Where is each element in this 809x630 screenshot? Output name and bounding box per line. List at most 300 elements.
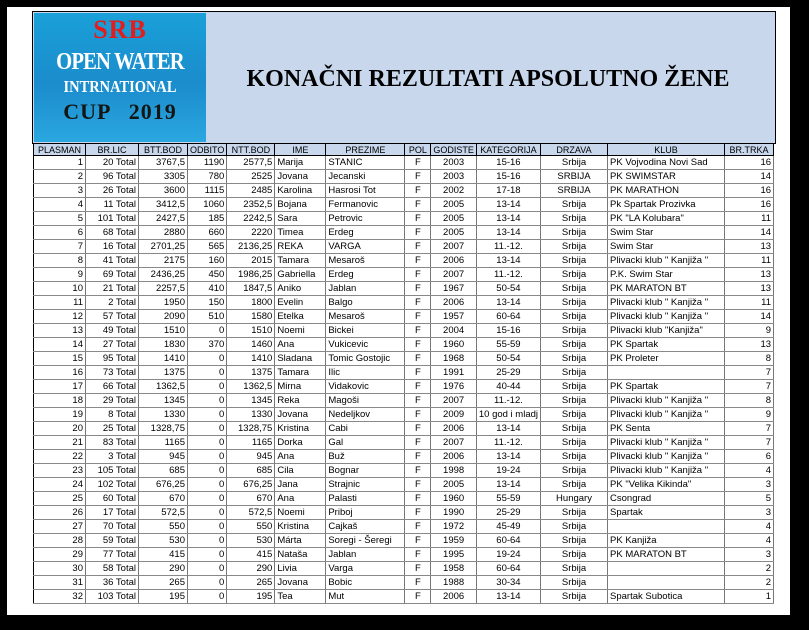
- cell-drzava: Srbija: [541, 212, 608, 226]
- cell-br-lic: 17 Total: [86, 506, 139, 520]
- cell-btt-bod: 1328,75: [139, 422, 188, 436]
- cell-odbito: 780: [188, 170, 227, 184]
- cell-btt-bod: 3600: [139, 184, 188, 198]
- cell-ntt-bod: 1328,75: [227, 422, 275, 436]
- cell-ime: Jovana: [275, 408, 326, 422]
- cell-btt-bod: 1362,5: [139, 380, 188, 394]
- cell-ime: Ana: [275, 450, 326, 464]
- cell-odbito: 160: [188, 254, 227, 268]
- cell-br-trka: 4: [725, 520, 774, 534]
- cell-prezime: Jecanski: [326, 170, 405, 184]
- table-row: [34, 198, 774, 212]
- cell-prezime: Balgo: [326, 296, 405, 310]
- cell-prezime: Petrovic: [326, 212, 405, 226]
- cell-odbito: 0: [188, 394, 227, 408]
- cell-plasman: 11: [34, 296, 86, 310]
- cell-kategorija: 15-16: [476, 156, 540, 170]
- cell-pol: F: [405, 520, 431, 534]
- cell-kategorija: 55-59: [476, 338, 540, 352]
- page-title: KONAČNI REZULTATI APSOLUTNO ŽENE: [246, 66, 730, 92]
- cell-klub: Swim Star: [608, 240, 725, 254]
- cell-drzava: Srbija: [541, 254, 608, 268]
- cell-br-lic: 41 Total: [86, 254, 139, 268]
- cell-prezime: Bobic: [326, 576, 405, 590]
- cell-drzava: Srbija: [541, 548, 608, 562]
- cell-godiste: 2005: [431, 212, 477, 226]
- cell-pol: F: [405, 198, 431, 212]
- cell-godiste: 2004: [431, 324, 477, 338]
- cell-br-lic: 21 Total: [86, 282, 139, 296]
- cell-ntt-bod: 265: [227, 576, 275, 590]
- cell-kategorija: 11.-12.: [476, 240, 540, 254]
- cell-br-lic: 58 Total: [86, 562, 139, 576]
- cell-pol: F: [405, 478, 431, 492]
- logo-line-2: OPEN WATER: [56, 49, 184, 75]
- cell-br-lic: 95 Total: [86, 352, 139, 366]
- cell-kategorija: 11.-12.: [476, 436, 540, 450]
- cell-godiste: 1991: [431, 366, 477, 380]
- cell-klub: Plivacki klub " Kanjiža ": [608, 394, 725, 408]
- cell-plasman: 25: [34, 492, 86, 506]
- cell-godiste: 1990: [431, 506, 477, 520]
- cell-ime: Kristina: [275, 422, 326, 436]
- cell-btt-bod: 530: [139, 534, 188, 548]
- cell-br-lic: 2 Total: [86, 296, 139, 310]
- cell-kategorija: 10 god i mladj: [476, 408, 540, 422]
- cell-br-trka: 2: [725, 562, 774, 576]
- table-row: [34, 576, 774, 590]
- cell-ntt-bod: 2485: [227, 184, 275, 198]
- cell-odbito: 1060: [188, 198, 227, 212]
- cell-kategorija: 60-64: [476, 310, 540, 324]
- column-header-ime: IME: [275, 144, 326, 156]
- cell-odbito: 0: [188, 422, 227, 436]
- cell-odbito: 450: [188, 268, 227, 282]
- cell-prezime: Jablan: [326, 548, 405, 562]
- table-row: [34, 212, 774, 226]
- table-row: [34, 282, 774, 296]
- cell-klub: PK Spartak: [608, 338, 725, 352]
- column-header-br-trka: BR.TRKA: [725, 144, 774, 156]
- cell-pol: F: [405, 212, 431, 226]
- cell-kategorija: 11.-12.: [476, 394, 540, 408]
- cell-ime: Mirna: [275, 380, 326, 394]
- cell-klub: [608, 562, 725, 576]
- cell-br-lic: 11 Total: [86, 198, 139, 212]
- cell-plasman: 16: [34, 366, 86, 380]
- cell-ntt-bod: 415: [227, 548, 275, 562]
- cell-ime: Evelin: [275, 296, 326, 310]
- cell-ntt-bod: 945: [227, 450, 275, 464]
- cell-btt-bod: 2880: [139, 226, 188, 240]
- table-row: [34, 590, 774, 604]
- cell-plasman: 31: [34, 576, 86, 590]
- cell-prezime: STANIC: [326, 156, 405, 170]
- cell-prezime: Cabi: [326, 422, 405, 436]
- cell-drzava: Srbija: [541, 506, 608, 520]
- cell-btt-bod: 676,25: [139, 478, 188, 492]
- cell-klub: PK "LA Kolubara": [608, 212, 725, 226]
- cell-odbito: 0: [188, 520, 227, 534]
- table-row: [34, 268, 774, 282]
- cell-pol: F: [405, 254, 431, 268]
- cell-godiste: 2007: [431, 268, 477, 282]
- cell-prezime: Mesaroš: [326, 310, 405, 324]
- cell-plasman: 27: [34, 520, 86, 534]
- cell-pol: F: [405, 324, 431, 338]
- cell-godiste: 2007: [431, 240, 477, 254]
- cell-odbito: 1115: [188, 184, 227, 198]
- cell-pol: F: [405, 170, 431, 184]
- cell-br-lic: 96 Total: [86, 170, 139, 184]
- cell-odbito: 0: [188, 408, 227, 422]
- cell-godiste: 1960: [431, 338, 477, 352]
- cell-pol: F: [405, 226, 431, 240]
- cell-ntt-bod: 685: [227, 464, 275, 478]
- cell-godiste: 2006: [431, 296, 477, 310]
- cell-godiste: 1960: [431, 492, 477, 506]
- cell-br-trka: 1: [725, 590, 774, 604]
- cell-ime: Livia: [275, 562, 326, 576]
- cell-godiste: 2006: [431, 450, 477, 464]
- cell-godiste: 2005: [431, 198, 477, 212]
- cell-br-trka: 16: [725, 156, 774, 170]
- cell-pol: F: [405, 156, 431, 170]
- cell-plasman: 20: [34, 422, 86, 436]
- cell-ntt-bod: 676,25: [227, 478, 275, 492]
- cell-br-trka: 5: [725, 492, 774, 506]
- cell-kategorija: 15-16: [476, 170, 540, 184]
- cell-godiste: 2007: [431, 394, 477, 408]
- cell-kategorija: 13-14: [476, 212, 540, 226]
- cell-drzava: Srbija: [541, 562, 608, 576]
- table-row: [34, 562, 774, 576]
- cell-prezime: Vukicevic: [326, 338, 405, 352]
- cell-btt-bod: 415: [139, 548, 188, 562]
- cell-prezime: Jablan: [326, 282, 405, 296]
- table-row: [34, 352, 774, 366]
- cell-kategorija: 19-24: [476, 548, 540, 562]
- cell-ntt-bod: 572,5: [227, 506, 275, 520]
- cell-godiste: 2002: [431, 184, 477, 198]
- cell-br-trka: 11: [725, 296, 774, 310]
- cell-ntt-bod: 2577,5: [227, 156, 275, 170]
- cell-drzava: Srbija: [541, 366, 608, 380]
- cell-klub: PK "Velika Kikinda": [608, 478, 725, 492]
- cell-odbito: 660: [188, 226, 227, 240]
- cell-drzava: Hungary: [541, 492, 608, 506]
- cell-prezime: Cajkaš: [326, 520, 405, 534]
- cell-odbito: 0: [188, 562, 227, 576]
- cell-drzava: Srbija: [541, 534, 608, 548]
- cell-ntt-bod: 290: [227, 562, 275, 576]
- cell-plasman: 1: [34, 156, 86, 170]
- cell-pol: F: [405, 380, 431, 394]
- cell-plasman: 3: [34, 184, 86, 198]
- cell-pol: F: [405, 576, 431, 590]
- cell-klub: PK Spartak: [608, 380, 725, 394]
- cell-br-trka: 7: [725, 366, 774, 380]
- cell-btt-bod: 572,5: [139, 506, 188, 520]
- cell-pol: F: [405, 352, 431, 366]
- cell-godiste: 2003: [431, 156, 477, 170]
- table-row: [34, 534, 774, 548]
- cell-prezime: Bognar: [326, 464, 405, 478]
- cell-klub: [608, 576, 725, 590]
- cell-drzava: Srbija: [541, 590, 608, 604]
- column-header-klub: KLUB: [608, 144, 725, 156]
- cell-ntt-bod: 2015: [227, 254, 275, 268]
- cell-btt-bod: 2257,5: [139, 282, 188, 296]
- cell-plasman: 5: [34, 212, 86, 226]
- cell-odbito: 0: [188, 478, 227, 492]
- cell-drzava: Srbija: [541, 296, 608, 310]
- cell-prezime: Soregi - Šeregi: [326, 534, 405, 548]
- cell-br-lic: 70 Total: [86, 520, 139, 534]
- cell-klub: Plivacki klub " Kanjiža ": [608, 436, 725, 450]
- column-header-plasman: PLASMAN: [34, 144, 86, 156]
- cell-ntt-bod: 1375: [227, 366, 275, 380]
- cell-godiste: 2006: [431, 422, 477, 436]
- logo-line-4: CUP 2019: [63, 99, 177, 124]
- cell-pol: F: [405, 240, 431, 254]
- cell-ime: Aniko: [275, 282, 326, 296]
- cell-plasman: 18: [34, 394, 86, 408]
- cell-br-trka: 16: [725, 184, 774, 198]
- column-header-ntt-bod: NTT.BOD: [227, 144, 275, 156]
- cell-godiste: 1967: [431, 282, 477, 296]
- cell-br-trka: 8: [725, 352, 774, 366]
- cell-ime: Noemi: [275, 324, 326, 338]
- cell-br-trka: 11: [725, 254, 774, 268]
- cell-drzava: Srbija: [541, 576, 608, 590]
- cell-br-trka: 14: [725, 170, 774, 184]
- table-row: [34, 380, 774, 394]
- table-row: [34, 296, 774, 310]
- table-row: [34, 478, 774, 492]
- cell-klub: PK Senta: [608, 422, 725, 436]
- cell-kategorija: 50-54: [476, 282, 540, 296]
- cell-drzava: Srbija: [541, 478, 608, 492]
- cell-pol: F: [405, 338, 431, 352]
- cell-plasman: 14: [34, 338, 86, 352]
- cell-drzava: Srbija: [541, 156, 608, 170]
- cell-pol: F: [405, 436, 431, 450]
- cell-ntt-bod: 2136,25: [227, 240, 275, 254]
- cell-godiste: 2009: [431, 408, 477, 422]
- cell-br-trka: 4: [725, 464, 774, 478]
- cell-kategorija: 50-54: [476, 352, 540, 366]
- cell-kategorija: 40-44: [476, 380, 540, 394]
- cell-btt-bod: 1375: [139, 366, 188, 380]
- cell-kategorija: 25-29: [476, 506, 540, 520]
- cell-ime: Tamara: [275, 254, 326, 268]
- cell-pol: F: [405, 492, 431, 506]
- table-row: [34, 324, 774, 338]
- cell-ntt-bod: 1362,5: [227, 380, 275, 394]
- cell-ntt-bod: 1580: [227, 310, 275, 324]
- cell-klub: PK SWIMSTAR: [608, 170, 725, 184]
- cell-ime: Cila: [275, 464, 326, 478]
- cell-btt-bod: 550: [139, 520, 188, 534]
- cell-klub: PK Kanjiža: [608, 534, 725, 548]
- cell-kategorija: 13-14: [476, 422, 540, 436]
- table-row: [34, 156, 774, 170]
- cell-pol: F: [405, 394, 431, 408]
- cell-plasman: 6: [34, 226, 86, 240]
- table-row: [34, 254, 774, 268]
- cell-godiste: 2007: [431, 436, 477, 450]
- cell-odbito: 0: [188, 492, 227, 506]
- cell-kategorija: 13-14: [476, 226, 540, 240]
- cell-plasman: 10: [34, 282, 86, 296]
- cell-pol: F: [405, 184, 431, 198]
- cell-br-trka: 16: [725, 198, 774, 212]
- cell-plasman: 8: [34, 254, 86, 268]
- table-row: [34, 464, 774, 478]
- cell-drzava: Srbija: [541, 282, 608, 296]
- table-row: [34, 184, 774, 198]
- cell-drzava: Srbija: [541, 436, 608, 450]
- cell-klub: Plivacki klub " Kanjiža ": [608, 254, 725, 268]
- cell-br-lic: 105 Total: [86, 464, 139, 478]
- cell-klub: Csongrad: [608, 492, 725, 506]
- cell-ime: Gabriella: [275, 268, 326, 282]
- table-row: [34, 338, 774, 352]
- cell-kategorija: 13-14: [476, 198, 540, 212]
- cell-br-trka: 13: [725, 240, 774, 254]
- column-header-prezime: PREZIME: [326, 144, 405, 156]
- cell-kategorija: 13-14: [476, 590, 540, 604]
- column-header-godiste: GODISTE: [431, 144, 477, 156]
- table-row: [34, 366, 774, 380]
- cell-godiste: 1995: [431, 548, 477, 562]
- cell-klub: Plivacki klub " Kanjiža ": [608, 464, 725, 478]
- cell-godiste: 1972: [431, 520, 477, 534]
- cell-br-lic: 73 Total: [86, 366, 139, 380]
- cell-ntt-bod: 1847,5: [227, 282, 275, 296]
- cell-br-trka: 2: [725, 576, 774, 590]
- cell-br-trka: 3: [725, 548, 774, 562]
- table-row: [34, 310, 774, 324]
- cell-ime: Noemi: [275, 506, 326, 520]
- cell-klub: Spartak Subotica: [608, 590, 725, 604]
- cell-ime: Ana: [275, 338, 326, 352]
- cell-br-trka: 13: [725, 268, 774, 282]
- cell-br-trka: 13: [725, 282, 774, 296]
- cell-ntt-bod: 670: [227, 492, 275, 506]
- cell-drzava: Srbija: [541, 422, 608, 436]
- cell-br-trka: 8: [725, 394, 774, 408]
- cell-pol: F: [405, 548, 431, 562]
- cell-prezime: VARGA: [326, 240, 405, 254]
- cell-kategorija: 15-16: [476, 324, 540, 338]
- cell-br-lic: 103 Total: [86, 590, 139, 604]
- cell-btt-bod: 290: [139, 562, 188, 576]
- cell-odbito: 0: [188, 590, 227, 604]
- cell-ime: Tea: [275, 590, 326, 604]
- cell-klub: Plivacki klub " Kanjiža ": [608, 408, 725, 422]
- cell-plasman: 7: [34, 240, 86, 254]
- table-row: [34, 436, 774, 450]
- cell-plasman: 32: [34, 590, 86, 604]
- cell-godiste: 2005: [431, 226, 477, 240]
- cell-btt-bod: 1950: [139, 296, 188, 310]
- header-row: [34, 144, 774, 156]
- cell-drzava: Srbija: [541, 338, 608, 352]
- cell-kategorija: 60-64: [476, 562, 540, 576]
- cell-br-trka: 9: [725, 324, 774, 338]
- cell-drzava: Srbija: [541, 394, 608, 408]
- cell-ntt-bod: 2220: [227, 226, 275, 240]
- column-header-pol: POL: [405, 144, 431, 156]
- cell-ntt-bod: 1345: [227, 394, 275, 408]
- cell-pol: F: [405, 506, 431, 520]
- cell-ime: Jana: [275, 478, 326, 492]
- cell-pol: F: [405, 408, 431, 422]
- cell-prezime: Nedeljkov: [326, 408, 405, 422]
- cell-ntt-bod: 1800: [227, 296, 275, 310]
- cell-br-lic: 3 Total: [86, 450, 139, 464]
- cell-kategorija: 60-64: [476, 534, 540, 548]
- cell-drzava: Srbija: [541, 380, 608, 394]
- cell-pol: F: [405, 450, 431, 464]
- cell-prezime: Erdeg: [326, 268, 405, 282]
- cell-odbito: 0: [188, 450, 227, 464]
- cell-klub: Spartak: [608, 506, 725, 520]
- cell-kategorija: 17-18: [476, 184, 540, 198]
- cell-ntt-bod: 1410: [227, 352, 275, 366]
- cell-ntt-bod: 530: [227, 534, 275, 548]
- cell-prezime: Buž: [326, 450, 405, 464]
- cell-plasman: 2: [34, 170, 86, 184]
- cell-prezime: Hasrosi Tot: [326, 184, 405, 198]
- cell-ime: Ana: [275, 492, 326, 506]
- table-row: [34, 548, 774, 562]
- cell-br-trka: 3: [725, 506, 774, 520]
- cell-kategorija: 13-14: [476, 478, 540, 492]
- cell-btt-bod: 2175: [139, 254, 188, 268]
- cell-br-trka: 7: [725, 436, 774, 450]
- cell-ime: Sara: [275, 212, 326, 226]
- cell-klub: [608, 366, 725, 380]
- cell-plasman: 30: [34, 562, 86, 576]
- cell-godiste: 1998: [431, 464, 477, 478]
- cell-br-lic: 20 Total: [86, 156, 139, 170]
- cell-klub: Plivacki klub "Kanjiža": [608, 324, 725, 338]
- cell-klub: Plivacki klub " Kanjiža ": [608, 296, 725, 310]
- cell-br-lic: 49 Total: [86, 324, 139, 338]
- cell-ime: Marija: [275, 156, 326, 170]
- cell-br-trka: 7: [725, 422, 774, 436]
- cell-prezime: Gal: [326, 436, 405, 450]
- cell-klub: PK MARATHON: [608, 184, 725, 198]
- cell-ntt-bod: 1510: [227, 324, 275, 338]
- cell-btt-bod: 670: [139, 492, 188, 506]
- cell-ime: Márta: [275, 534, 326, 548]
- cell-plasman: 29: [34, 548, 86, 562]
- cell-kategorija: 19-24: [476, 464, 540, 478]
- cell-odbito: 565: [188, 240, 227, 254]
- cell-btt-bod: 1830: [139, 338, 188, 352]
- cell-prezime: Bickei: [326, 324, 405, 338]
- cell-pol: F: [405, 268, 431, 282]
- cell-odbito: 510: [188, 310, 227, 324]
- cell-br-trka: 14: [725, 310, 774, 324]
- cell-prezime: Ilic: [326, 366, 405, 380]
- cell-pol: F: [405, 464, 431, 478]
- cell-ntt-bod: 2242,5: [227, 212, 275, 226]
